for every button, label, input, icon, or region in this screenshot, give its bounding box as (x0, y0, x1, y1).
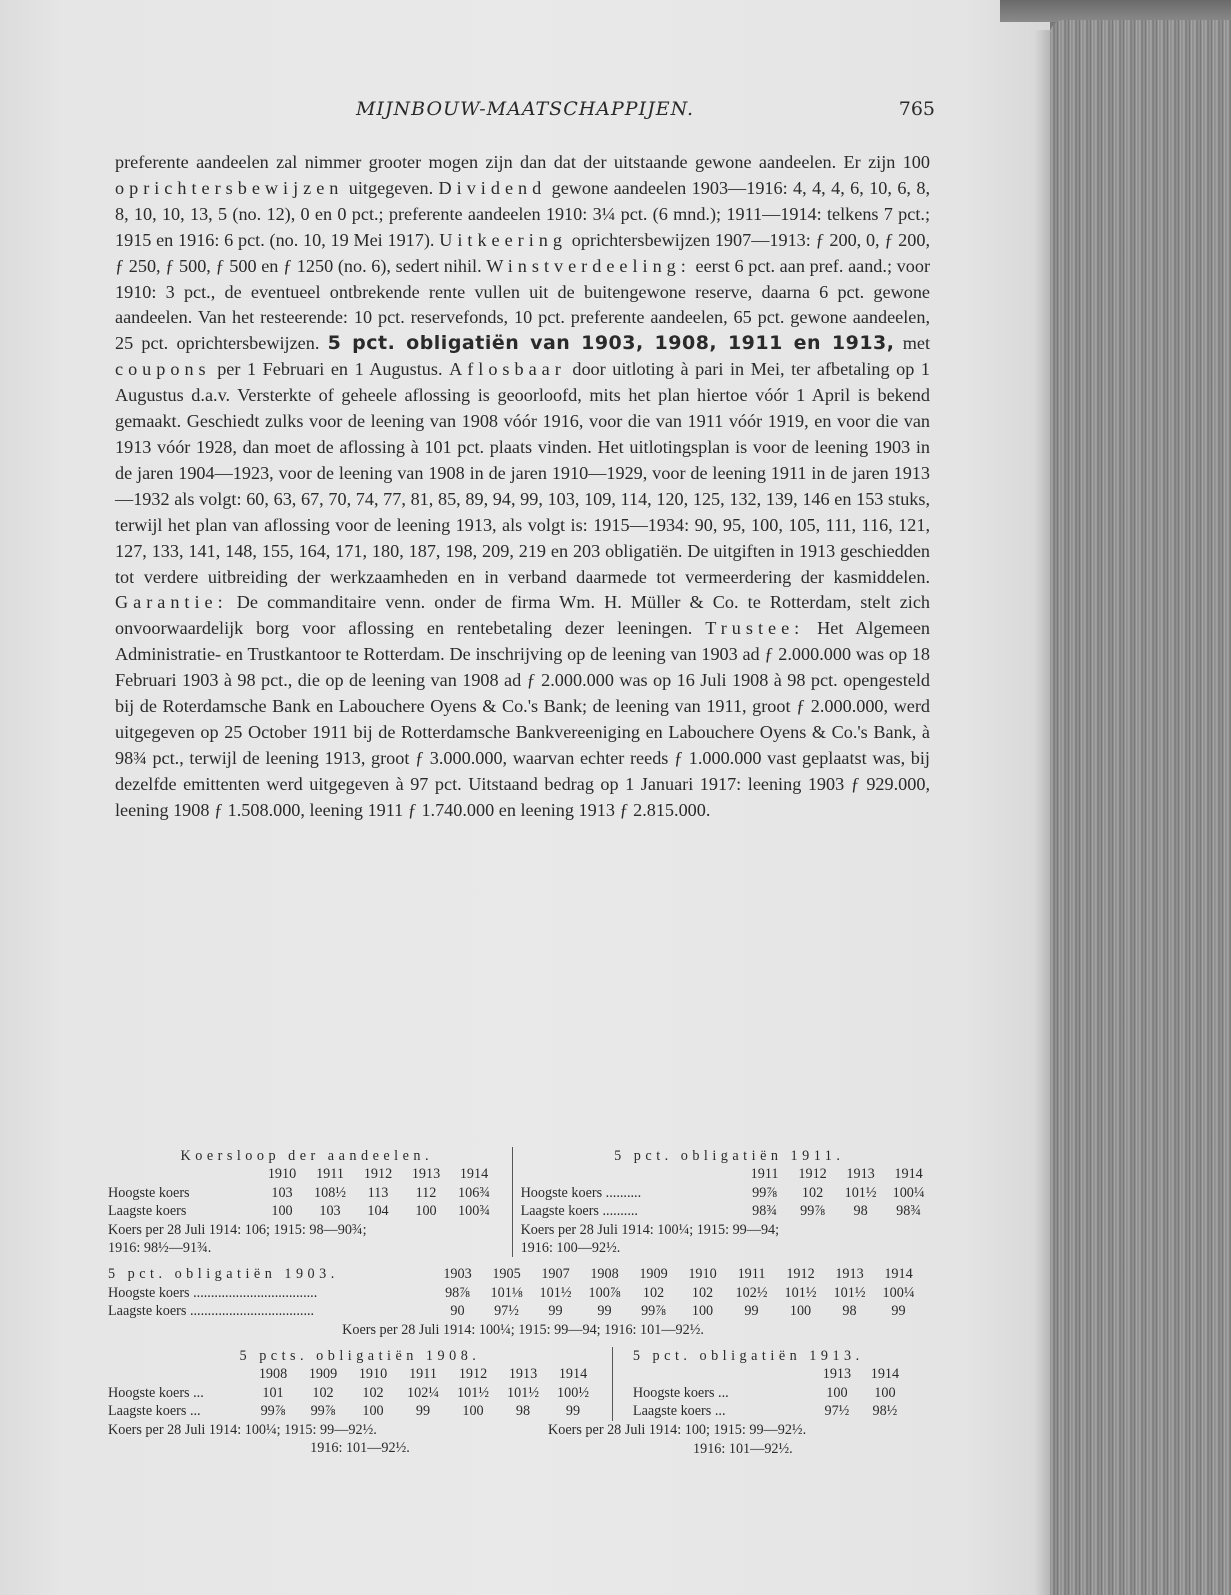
year-cell: 1913 (846, 1166, 875, 1183)
year-cell: 1914 (459, 1166, 489, 1183)
table-bonds-1903 (108, 1265, 938, 1339)
book-page-edges (1050, 20, 1231, 1595)
value-cell: 99⅞ (310, 1403, 336, 1420)
row-label: Hoogste koers ... (108, 1384, 204, 1401)
row-label: Laagste koers ... (108, 1403, 201, 1420)
table-note: Koers per 28 Juli 1914: 100¼; 1915: 99—94; 1916: 101—92½. (342, 1321, 704, 1338)
value-cell: 99 (744, 1303, 759, 1320)
value-cell: 100 (362, 1403, 384, 1420)
year-cell: 1912 (786, 1266, 815, 1283)
year-cell: 1909 (639, 1266, 668, 1283)
value-cell: 99 (597, 1303, 612, 1320)
value-cell: 108½ (314, 1184, 346, 1201)
year-cell: 1912 (458, 1366, 488, 1383)
year-cell: 1910 (358, 1366, 388, 1383)
year-cell: 1912 (798, 1166, 827, 1183)
value-cell: 102 (642, 1284, 665, 1301)
table-shares (108, 1147, 513, 1257)
spaced-keyword: Winstverdeeling: (486, 255, 691, 276)
table-title: 5 pcts. obligatiën 1908. (239, 1348, 481, 1365)
tables-row-1 (108, 1147, 938, 1257)
value-cell: 90 (450, 1303, 465, 1320)
value-cell: 100 (271, 1203, 293, 1220)
value-cell: 99 (891, 1303, 906, 1320)
value-cell: 100¼ (892, 1184, 925, 1201)
table-note: Koers per 28 Juli 1914: 106; 1915: 98—90¾; (108, 1221, 367, 1238)
text-run: oprichtersbewijzen 1907—1913: ƒ 200, 0, ƒ 200, ƒ 250, ƒ 500, ƒ 500 en ƒ 1250 (no. 6), sedert nihil. (115, 229, 930, 276)
spaced-keyword: Uitkeering (439, 229, 567, 250)
value-cell: 101 (262, 1384, 284, 1401)
year-cell: 1905 (492, 1266, 521, 1283)
year-cell: 1914 (870, 1366, 900, 1383)
year-cell: 1913 (508, 1366, 538, 1383)
value-cell: 98¾ (896, 1203, 921, 1220)
spaced-keyword: oprichtersbewijzen (115, 177, 344, 198)
value-cell: 103 (271, 1184, 293, 1201)
value-cell: 99 (415, 1403, 431, 1420)
year-cell: 1909 (308, 1366, 338, 1383)
tables-row-3 (108, 1347, 938, 1457)
table-title: 5 pct. obligatiën 1903. (108, 1266, 339, 1283)
value-cell: 98 (853, 1203, 868, 1220)
year-cell: 1913 (835, 1266, 864, 1283)
value-cell: 98¾ (752, 1203, 777, 1220)
table-row (108, 1402, 612, 1420)
value-cell: 100 (415, 1203, 437, 1220)
value-cell: 102 (801, 1184, 824, 1201)
table-note: Koers per 28 Juli 1914: 100¼; 1915: 99—94; (520, 1221, 780, 1238)
table-row (108, 1184, 506, 1202)
year-cell: 1911 (409, 1366, 437, 1383)
value-cell: 98 (842, 1303, 857, 1320)
value-cell: 102 (362, 1384, 384, 1401)
price-tables (108, 1147, 938, 1458)
text-run: preferente aandeelen zal nimmer grooter mogen zijn dan dat der uitstaande gewone aandeelen. Er zijn 100 (115, 152, 930, 172)
table-title: 5 pct. obligatiën 1913. (632, 1348, 864, 1365)
value-cell: 100⅞ (588, 1284, 621, 1301)
value-cell: 100 (691, 1303, 714, 1320)
year-cell: 1907 (541, 1266, 570, 1283)
value-cell: 99⅞ (641, 1303, 666, 1320)
row-label: Laagste koers ................................... (108, 1303, 315, 1320)
year-header-row (108, 1265, 938, 1283)
text-run: gewone aandeelen 1903—1916: 4, 4, 4, 6, 10, 6, 8, 8, 10, 10, 13, 5 (no. 12), 0 en 0 pct.; preferente aandeelen 1910: 3¼ pct. (6 mnd.); 1911—1914: telkens 7 pct.; 1915 en 1916: 6 pct. (no. 10, 19 Mei 1917). (115, 177, 931, 250)
value-cell: 102½ (735, 1284, 768, 1301)
value-cell: 101½ (784, 1284, 817, 1301)
running-title: MIJNBOUW-MAATSCHAPPIJEN. (355, 98, 695, 120)
value-cell: 97½ (494, 1303, 519, 1320)
value-cell: 103 (319, 1203, 341, 1220)
table-row (108, 1284, 938, 1302)
table-bonds-1913 (612, 1347, 938, 1421)
value-cell: 101½ (507, 1384, 539, 1401)
year-cell: 1908 (590, 1266, 619, 1283)
value-cell: 113 (367, 1184, 389, 1201)
table-row (108, 1384, 612, 1402)
value-cell: 101½ (457, 1384, 489, 1401)
table-title: 5 pct. obligatiën 1911. (614, 1148, 845, 1164)
table-row (108, 1302, 938, 1320)
value-cell: 101⅛ (490, 1284, 523, 1301)
year-cell: 1908 (258, 1366, 288, 1383)
page-number: 765 (898, 98, 935, 120)
table-row (521, 1184, 938, 1202)
paragraph-text (115, 150, 930, 824)
year-header-row (108, 1365, 612, 1383)
row-label: Hoogste koers ... (632, 1384, 729, 1401)
book-edge-top (1000, 0, 1231, 22)
table-note: 1916: 98½—91¾. (108, 1240, 212, 1257)
value-cell: 99⅞ (800, 1203, 825, 1220)
value-cell: 100¼ (882, 1284, 915, 1301)
text-run: per 1 Februari en 1 Augustus. (210, 359, 450, 380)
value-cell: 102¼ (407, 1384, 439, 1401)
year-cell: 1912 (363, 1166, 393, 1183)
text-run: Het Algemeen Administratie- en Trustkantoor te Rotterdam. De inschrijving op de leening van 1903 ad ƒ 2.000.000 was op 18 Februari 1903 à 98 pct., die op de leening van 1908 ad ƒ 2.000.000 was op 16 Juli 1908 à 98 pct. opengesteld bij de Roterdamsche Bank en Labouchere Oyens & Co.'s Bank; de leening van 1911, groot ƒ 2.000.000, werd uitgegeven op 25 October 1911 bij de Rotterdamsche Bankvereeniging en Labouchere Oyens & Co.'s Bank, à 98¾ pct., terwijl de leening 1913, groot ƒ 3.000.000, waarvan echter reeds ƒ 1.000.000 vast geplaatst was, bij dezelfde emittenten werd uitgegeven à 97 pct. Uitstaand bedrag op 1 Januari 1917: leening 1903 ƒ 929.000, leening 1908 ƒ 1.508.000, leening 1911 ƒ 1.740.000 en leening 1913 ƒ 2.815.000. (115, 618, 931, 820)
year-header-row (108, 1165, 506, 1183)
running-head (115, 98, 935, 128)
table-bonds-1908 (108, 1347, 612, 1457)
row-label: Hoogste koers .......... (520, 1184, 642, 1201)
value-cell: 100¾ (458, 1203, 490, 1220)
value-cell: 104 (367, 1203, 389, 1220)
table-bonds-1911 (513, 1147, 938, 1257)
year-header-row (521, 1165, 938, 1183)
row-label: Hoogste koers (108, 1184, 190, 1201)
year-cell: 1914 (894, 1166, 923, 1183)
table-title: Koersloop der aandeelen. (180, 1148, 434, 1164)
table-row (633, 1384, 938, 1402)
value-cell: 112 (415, 1184, 437, 1201)
value-cell: 101½ (539, 1284, 572, 1301)
value-cell: 102 (691, 1284, 714, 1301)
body-paragraph (115, 150, 930, 824)
text-run: door uitloting à pari in Mei, ter afbetaling op 1 Augustus d.a.v. Versterkte of geheele aflossing is geoorloofd, mits het plan hiertoe vóór 1 April is bekend gemaakt. Geschiedt zulks voor de leening van 1908 vóór 1916, voor die van 1911 vóór 1919, en voor die van 1913 vóór 1928, dan moet de aflossing à 101 pct. plaats vinden. Het uitlotingsplan is voor de leening 1903 in de jaren 1904—1923, voor de leening van 1908 in de jaren 1910—1929, voor de leening 1911 in de jaren 1913—1932 als volgt: 60, 63, 67, 70, 74, 77, 81, 85, 89, 94, 99, 103, 109, 114, 120, 125, 132, 139, 146 en 153 stuks, terwijl het plan van aflossing voor de leening 1913, als volgt is: 1915—1934: 90, 95, 100, 105, 111, 116, 121, 127, 133, 141, 148, 155, 164, 171, 180, 187, 198, 209, 219 en 203 obligatiën. De uitgiften in 1913 geschiedden tot verdere uitbreiding der werkzaamheden en in verband daarmede tot vermeerdering der kasmiddelen. (115, 359, 930, 587)
table-row (108, 1202, 506, 1220)
year-cell: 1910 (688, 1266, 717, 1283)
year-cell: 1911 (750, 1166, 779, 1183)
value-cell: 100½ (557, 1384, 589, 1401)
year-cell: 1911 (316, 1166, 344, 1183)
table-note: Koers per 28 Juli 1914: 100; 1915: 99—92½. (548, 1421, 807, 1438)
value-cell: 100 (462, 1403, 484, 1420)
value-cell: 101½ (844, 1184, 877, 1201)
year-cell: 1903 (443, 1266, 472, 1283)
year-cell: 1914 (558, 1366, 588, 1383)
text-run: uitgegeven. (343, 177, 439, 198)
year-cell: 1914 (884, 1266, 913, 1283)
spaced-keyword: coupons (115, 359, 211, 380)
spaced-keyword: Aflosbaar (449, 359, 566, 380)
value-cell: 100 (826, 1384, 848, 1401)
row-label: Laagste koers .......... (520, 1203, 638, 1220)
value-cell: 98 (515, 1403, 531, 1420)
value-cell: 99⅞ (260, 1403, 286, 1420)
value-cell: 99⅞ (752, 1184, 777, 1201)
year-cell: 1910 (267, 1166, 297, 1183)
bold-heading-text: 5 pct. obligatiën van 1903, 1908, 1911 en 1913, (327, 332, 895, 355)
value-cell: 98½ (872, 1403, 898, 1420)
row-label: Laagste koers (108, 1203, 187, 1220)
spaced-keyword: Dividend (438, 177, 547, 198)
value-cell: 101½ (833, 1284, 866, 1301)
year-header-row (633, 1365, 938, 1383)
value-cell: 99 (565, 1403, 581, 1420)
text-run: eerst 6 pct. aan pref. aand.; voor 1910: 3 pct., de eventueel ontbrekende rente vullen uit de buitengewone reserve, daarna 6 pct. gewone aandeelen. Van het resteerende: 10 pct. reservefonds, 10 pct. preferente aandeelen, 65 pct. gewone aandeelen, 25 pct. oprichtersbewijzen. (115, 255, 930, 354)
table-note: 1916: 101—92½. (693, 1440, 793, 1457)
row-label: Laagste koers ... (632, 1403, 726, 1420)
spaced-keyword: Trustee: (705, 618, 805, 639)
text-run: met (894, 333, 931, 354)
table-row (633, 1402, 938, 1420)
row-label: Hoogste koers ................................... (108, 1284, 318, 1301)
value-cell: 100 (789, 1303, 812, 1320)
value-cell: 98⅞ (445, 1284, 470, 1301)
table-note: 1916: 101—92½. (310, 1440, 410, 1457)
spaced-keyword: Garantie: (115, 592, 228, 613)
value-cell: 106¾ (458, 1184, 490, 1201)
value-cell: 99 (548, 1303, 563, 1320)
table-row (521, 1202, 938, 1220)
value-cell: 100 (874, 1384, 896, 1401)
table-note: 1916: 100—92½. (520, 1240, 621, 1257)
year-cell: 1913 (822, 1366, 852, 1383)
year-cell: 1911 (737, 1266, 766, 1283)
table-note: Koers per 28 Juli 1914: 100¼; 1915: 99—92½. (108, 1421, 377, 1438)
text-run: De commanditaire venn. onder de firma Wm. H. Müller & Co. te Rotterdam, stelt zich onvoorwaardelijk borg voor aflossing en rentebetaling dezer leeningen. (115, 592, 930, 639)
value-cell: 102 (312, 1384, 334, 1401)
year-cell: 1913 (411, 1166, 441, 1183)
value-cell: 97½ (824, 1403, 850, 1420)
